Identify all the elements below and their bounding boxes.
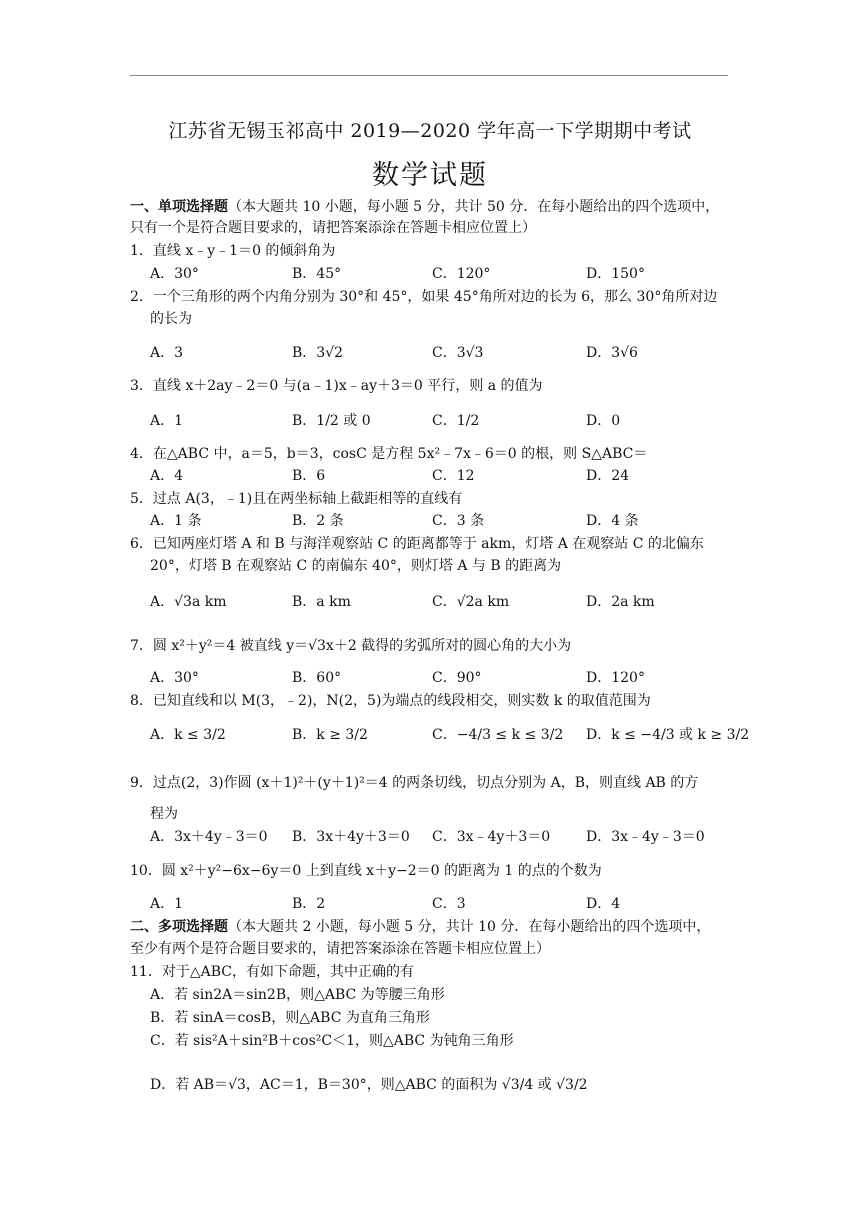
q2-stem-1: 2．一个三角形的两个内角分别为 30°和 45°，如果 45°角所对边的长为 6，那么 30°角所对边	[130, 289, 718, 305]
q1-option-b: B．45°	[292, 266, 342, 282]
q8-option-b: B．k ≥ 3/2	[292, 727, 368, 743]
q10-option-a: A．1	[150, 896, 184, 912]
q9-option-a: A．3x＋4y﹣3＝0	[150, 829, 268, 845]
q1-stem: 1．直线 x﹣y﹣1＝0 的倾斜角为	[130, 243, 336, 259]
q1-option-d: D．150°	[586, 266, 645, 282]
q4-stem: 4．在△ABC 中，a＝5，b＝3，cosC 是方程 5x²﹣7x﹣6＝0 的根，则 S△ABC＝	[130, 446, 648, 462]
q5-option-a: A．1 条	[150, 513, 202, 529]
q4-option-d: D．24	[586, 468, 630, 484]
section1-desc-1: （本大题共 10 小题，每小题 5 分，共计 50 分．在每小题给出的四个选项中，	[228, 199, 720, 215]
q9-option-c: C．3x﹣4y＋3＝0	[432, 829, 551, 845]
q10-option-b: B．2	[292, 896, 326, 912]
section2-desc-1: （本大题共 2 小题，每小题 5 分，共计 10 分．在每小题给出的四个选项中，	[228, 919, 711, 935]
q9-stem-2: 程为	[150, 806, 178, 822]
q3-option-b: B．1/2 或 0	[292, 413, 371, 429]
q3-stem: 3．直线 x＋2ay﹣2＝0 与(a﹣1)x﹣ay＋3＝0 平行，则 a 的值为	[130, 378, 543, 394]
q3-option-a: A．1	[150, 413, 184, 429]
section1-header	[130, 197, 719, 217]
q7-option-a: A．30°	[150, 670, 199, 686]
q6-option-b: B．a km	[292, 594, 351, 610]
q3-option-c: C．1/2	[432, 413, 480, 429]
q4-option-c: C．12	[432, 468, 475, 484]
q2-option-c: C．3√3	[432, 345, 484, 361]
q6-option-d: D．2a km	[586, 594, 655, 610]
q4-option-a: A．4	[150, 468, 184, 484]
q11-option-c: C．若 sis²A＋sin²B＋cos²C＜1，则△ABC 为钝角三角形	[150, 1033, 514, 1049]
q7-option-c: C．90°	[432, 670, 482, 686]
q8-option-a: A．k ≤ 3/2	[150, 727, 226, 743]
q2-option-b: B．3√2	[292, 345, 344, 361]
q8-option-d: D．k ≤ −4/3 或 k ≥ 3/2	[586, 727, 750, 743]
section2-desc-2: 至少有两个是符合题目要求的，请把答案添涂在答题卡相应位置上）	[130, 941, 550, 957]
exam-subtitle: 数学试题	[372, 160, 488, 191]
q11-option-d: D．若 AB＝√3，AC＝1，B＝30°，则△ABC 的面积为 √3/4 或 √3/2	[150, 1077, 588, 1093]
q3-option-d: D．0	[586, 413, 621, 429]
q6-option-a: A．√3a km	[150, 594, 227, 610]
section2-header	[130, 917, 710, 937]
q8-option-c: C．−4/3 ≤ k ≤ 3/2	[432, 727, 564, 743]
q7-option-b: B．60°	[292, 670, 342, 686]
q5-stem: 5．过点 A(3，﹣1)且在两坐标轴上截距相等的直线有	[130, 491, 463, 507]
q11-option-a: A．若 sin2A＝sin2B，则△ABC 为等腰三角形	[150, 987, 445, 1003]
q7-option-d: D．120°	[586, 670, 645, 686]
q11-option-b: B．若 sinA＝cosB，则△ABC 为直角三角形	[150, 1010, 430, 1026]
q6-stem-2: 20°，灯塔 B 在观察站 C 的南偏东 40°，则灯塔 A 与 B 的距离为	[150, 558, 562, 574]
q5-option-b: B．2 条	[292, 513, 344, 529]
q9-stem-1: 9．过点(2，3)作圆 (x＋1)²＋(y＋1)²＝4 的两条切线，切点分别为 A，B，则直线 AB 的方	[130, 775, 699, 791]
exam-title: 江苏省无锡玉祁高中 2019—2020 学年高一下学期期中考试	[168, 120, 692, 142]
section1-heading: 一、单项选择题	[130, 199, 228, 215]
q8-stem: 8．已知直线和以 M(3，﹣2)，N(2，5)为端点的线段相交，则实数 k 的取值范围为	[130, 693, 651, 709]
q5-option-d: D．4 条	[586, 513, 639, 529]
q1-option-a: A．30°	[150, 266, 199, 282]
section1-desc-2: 只有一个是符合题目要求的，请把答案添涂在答题卡相应位置上）	[130, 220, 536, 236]
q9-option-b: B．3x＋4y＋3＝0	[292, 829, 410, 845]
q9-option-d: D．3x﹣4y﹣3＝0	[586, 829, 705, 845]
q2-option-a: A．3	[150, 345, 184, 361]
header-rule	[130, 75, 728, 76]
q10-option-c: C．3	[432, 896, 466, 912]
q6-stem-1: 6．已知两座灯塔 A 和 B 与海洋观察站 C 的距离都等于 akm，灯塔 A 在观察站 C 的北偏东	[130, 536, 704, 552]
q1-option-c: C．120°	[432, 266, 491, 282]
section2-heading: 二、多项选择题	[130, 919, 228, 935]
q6-option-c: C．√2a km	[432, 594, 510, 610]
q7-stem: 7．圆 x²＋y²＝4 被直线 y＝√3x＋2 截得的劣弧所对的圆心角的大小为	[130, 638, 572, 654]
q10-stem: 10．圆 x²＋y²−6x−6y＝0 上到直线 x＋y−2＝0 的距离为 1 的点的个数为	[130, 863, 602, 879]
q2-stem-2: 的长为	[150, 311, 192, 327]
q10-option-d: D．4	[586, 896, 621, 912]
q11-stem: 11．对于△ABC，有如下命题，其中正确的有	[130, 964, 414, 980]
q2-option-d: D．3√6	[586, 345, 638, 361]
q5-option-c: C．3 条	[432, 513, 485, 529]
q4-option-b: B．6	[292, 468, 326, 484]
